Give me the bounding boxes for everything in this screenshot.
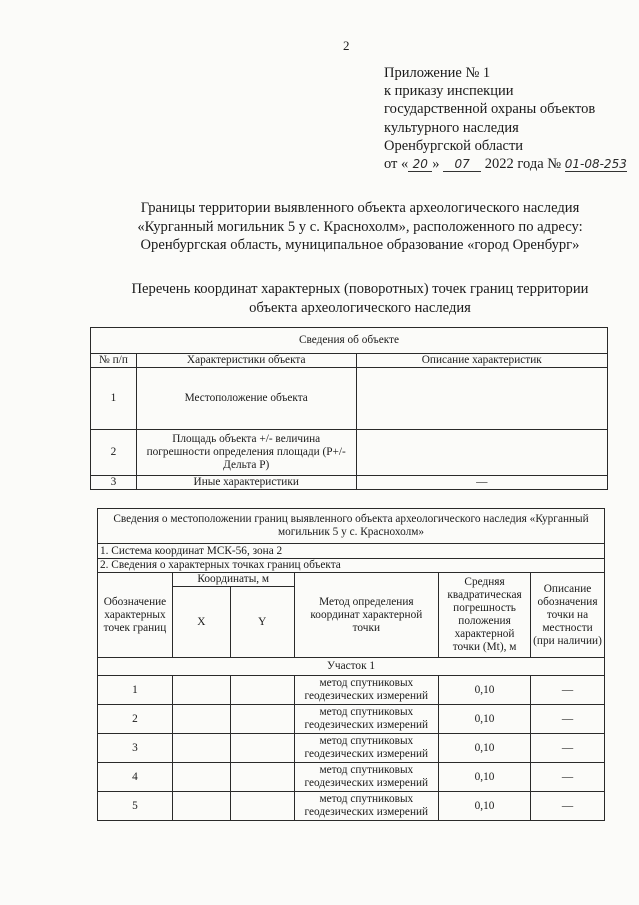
cell-error: 0,10 [439, 705, 531, 734]
date-prefix: от « [384, 156, 409, 173]
cell-error: 0,10 [439, 792, 531, 821]
cell-value [356, 368, 607, 430]
cell-point: 4 [98, 763, 173, 792]
cell-y [230, 705, 294, 734]
points-title: 2. Сведения о характерных точках границ объекта [98, 559, 605, 573]
handwritten-number: 01-08-253 [564, 157, 627, 172]
cell-x [172, 705, 230, 734]
section-title: Участок 1 [98, 658, 605, 676]
cell-x [172, 734, 230, 763]
cell-point: 3 [98, 734, 173, 763]
cell-x [172, 676, 230, 705]
object-info-table [90, 327, 608, 490]
cell-y [230, 676, 294, 705]
header-designation: Обозначение характерных точек границ [98, 573, 173, 658]
heading-line-1: Границы территории выявленного объекта археологического наследия [140, 200, 580, 216]
cell-description: — [531, 676, 605, 705]
cell-characteristic: Местоположение объекта [136, 368, 356, 430]
table-row [98, 705, 605, 734]
cell-x [172, 792, 230, 821]
table-row [98, 792, 605, 821]
object-table-caption: Сведения об объекте [91, 328, 608, 354]
appendix-line-5: Оренбургской области [384, 137, 524, 154]
cell-y [230, 792, 294, 821]
cell-x [172, 763, 230, 792]
appendix-date-line [384, 155, 627, 173]
coordinate-system: 1. Система координат МСК-56, зона 2 [98, 544, 605, 559]
cell-error: 0,10 [439, 763, 531, 792]
header-method: Метод определения координат характерной точки [294, 573, 439, 658]
coords-table-caption: Сведения о местоположении границ выявленного объекта археологического наследия «Курганный могильник 5 у с. Краснохолм» [98, 509, 605, 544]
cell-number: 3 [91, 476, 137, 490]
header-x: X [172, 587, 230, 658]
table-row [98, 676, 605, 705]
cell-method: метод спутниковых геодезических измерений [294, 705, 439, 734]
cell-y [230, 763, 294, 792]
cell-y [230, 734, 294, 763]
table-row [91, 430, 608, 476]
document-heading [90, 199, 630, 255]
table-row [98, 763, 605, 792]
document-subheading [90, 280, 630, 317]
table-row [91, 368, 608, 430]
subheading-line-2: объекта археологического наследия [249, 299, 471, 316]
cell-point: 5 [98, 792, 173, 821]
cell-description: — [531, 792, 605, 821]
cell-method: метод спутниковых геодезических измерений [294, 676, 439, 705]
cell-error: 0,10 [439, 676, 531, 705]
date-mid: » [432, 156, 440, 173]
subheading-line-1: Перечень координат характерных (поворотных) точек границ территории [131, 281, 589, 297]
cell-number: 1 [91, 368, 137, 430]
cell-value: — [356, 476, 607, 490]
header-description: Описание характеристик [356, 354, 607, 368]
cell-characteristic: Иные характеристики [136, 476, 356, 490]
cell-description: — [531, 763, 605, 792]
cell-description: — [531, 705, 605, 734]
handwritten-month: 07 [443, 157, 481, 172]
coordinates-table [97, 508, 605, 821]
appendix-line-4: культурного наследия [384, 119, 519, 136]
cell-description: — [531, 734, 605, 763]
header-error: Средняя квадратическая погрешность положения характерной точки (Mt), м [439, 573, 531, 658]
handwritten-day: 20 [408, 157, 432, 172]
cell-method: метод спутниковых геодезических измерений [294, 792, 439, 821]
cell-point: 2 [98, 705, 173, 734]
cell-method: метод спутниковых геодезических измерений [294, 734, 439, 763]
appendix-line-2: к приказу инспекции [384, 83, 514, 100]
table-row [91, 476, 608, 490]
cell-error: 0,10 [439, 734, 531, 763]
year-text: 2022 года № [484, 156, 562, 173]
header-point-description: Описание обозначения точки на местности (при наличии) [531, 573, 605, 658]
page-number: 2 [343, 38, 350, 53]
header-characteristics: Характеристики объекта [136, 354, 356, 368]
cell-value [356, 430, 607, 476]
header-coords: Координаты, м [172, 573, 294, 587]
cell-characteristic: Площадь объекта +/- величина погрешности определения площади (Р+/- Дельта Р) [136, 430, 356, 476]
heading-line-3: Оренбургская область, муниципальное образование «город Оренбург» [140, 237, 580, 253]
cell-number: 2 [91, 430, 137, 476]
header-y: Y [230, 587, 294, 658]
header-number: № п/п [91, 354, 137, 368]
appendix-line-3: государственной охраны объектов [384, 101, 596, 118]
appendix-line-1: Приложение № 1 [384, 65, 491, 81]
heading-line-2: «Курганный могильник 5 у с. Краснохолм», расположенного по адресу: [137, 218, 583, 235]
table-row [98, 734, 605, 763]
appendix-block [384, 64, 627, 173]
cell-point: 1 [98, 676, 173, 705]
cell-method: метод спутниковых геодезических измерений [294, 763, 439, 792]
